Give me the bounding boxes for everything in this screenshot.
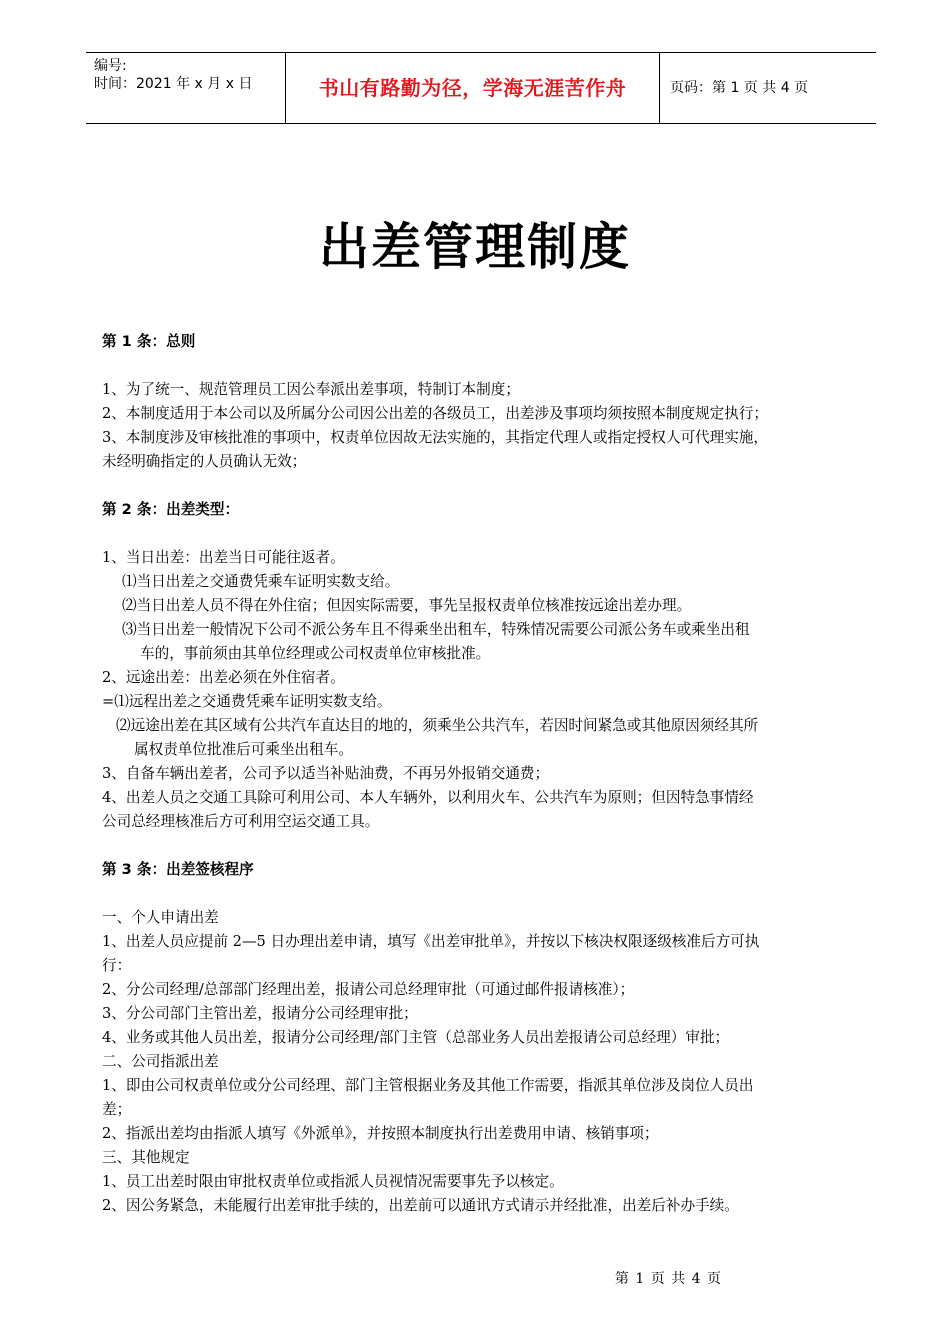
paragraph: 2、分公司经理/总部部门经理出差，报请公司总经理审批（可通过邮件报请核准）；: [102, 981, 635, 998]
paragraph: 3、本制度涉及审核批准的事项中，权责单位因故无法实施的，其指定代理人或指定授权人可代理实施，: [102, 429, 769, 446]
paragraph: 2、因公务紧急，未能履行出差审批手续的，出差前可以通讯方式请示并经批准，出差后补办手续。: [102, 1197, 739, 1214]
paragraph: 1、当日出差：出差当日可能往返者。: [102, 549, 345, 566]
document-title: 出差管理制度: [319, 218, 631, 276]
document-date: 时间：2021 年 x 月 x 日: [94, 76, 253, 92]
paragraph: 2、指派出差均由指派人填写《外派单》，并按照本制度执行出差费用申请、核销事项；: [102, 1125, 659, 1142]
paragraph: 三、其他规定: [102, 1149, 190, 1166]
paragraph: 一、个人申请出差: [102, 909, 219, 926]
paragraph: 未经明确指定的人员确认无效；: [102, 453, 307, 470]
paragraph: 车的，事前须由其单位经理或公司权责单位审核批准。: [140, 645, 491, 662]
paragraph: 1、出差人员应提前 2—5 日办理出差申请，填写《出差审批单》，并按以下核决权限逐级核准后方可执: [102, 933, 760, 950]
paragraph: 1、员工出差时限由审批权责单位或指派人员视情况需要事先予以核定。: [102, 1173, 564, 1190]
paragraph: 2、远途出差：出差必须在外住宿者。: [102, 669, 345, 686]
header-motto: 书山有路勤为径，学海无涯苦作舟: [286, 53, 660, 123]
paragraph: 4、业务或其他人员出差，报请分公司经理/部门主管（总部业务人员出差报请公司总经理）审批；: [102, 1029, 730, 1046]
paragraph: ⑴当日出差之交通费凭乘车证明实数支给。: [122, 573, 400, 590]
section-heading: 第 3 条：出差签核程序: [102, 861, 254, 878]
paragraph: ⑶当日出差一般情况下公司不派公务车且不得乘坐出租车，特殊情况需要公司派公务车或乘坐出租: [122, 621, 750, 638]
paragraph: 2、本制度适用于本公司以及所属分公司因公出差的各级员工，出差涉及事项均须按照本制度规定执行；: [102, 405, 769, 422]
page-footer: 第 1 页 共 4 页: [614, 1271, 722, 1287]
paragraph: 公司总经理核准后方可利用空运交通工具。: [102, 813, 380, 830]
paragraph: ⑵远途出差在其区域有公共汽车直达目的地的，须乘坐公共汽车，若因时间紧急或其他原因须经其所: [116, 717, 759, 734]
paragraph: 3、分公司部门主管出差，报请分公司经理审批；: [102, 1005, 418, 1022]
section-heading: 第 1 条：总则: [102, 333, 196, 350]
paragraph: 4、出差人员之交通工具除可利用公司、本人车辆外，以利用火车、公共汽车为原则；但因特急事情经: [102, 789, 754, 806]
paragraph: ⑵当日出差人员不得在外住宿；但因实际需要，事先呈报权责单位核准按远途出差办理。: [122, 597, 692, 614]
paragraph: 二、公司指派出差: [102, 1053, 219, 1070]
document-number: 编号:: [94, 58, 127, 74]
paragraph: 1、为了统一、规范管理员工因公奉派出差事项，特制订本制度；: [102, 381, 520, 398]
paragraph: 1、即由公司权责单位或分公司经理、部门主管根据业务及其他工作需要，指派其单位涉及岗位人员出: [102, 1077, 754, 1094]
section-heading: 第 2 条：出差类型：: [102, 501, 240, 518]
paragraph: =⑴远程出差之交通费凭乘车证明实数支给。: [102, 693, 392, 710]
paragraph: 差；: [102, 1101, 132, 1118]
header-page-info: 页码：第 1 页 共 4 页: [670, 80, 809, 96]
header-meta: [86, 53, 286, 123]
document-body: [102, 330, 862, 1218]
paragraph: 属权责单位批准后可乘坐出租车。: [134, 741, 353, 758]
page-header: [86, 52, 876, 124]
paragraph: 3、自备车辆出差者，公司予以适当补贴油费，不再另外报销交通费；: [102, 765, 550, 782]
paragraph: 行：: [102, 957, 132, 974]
